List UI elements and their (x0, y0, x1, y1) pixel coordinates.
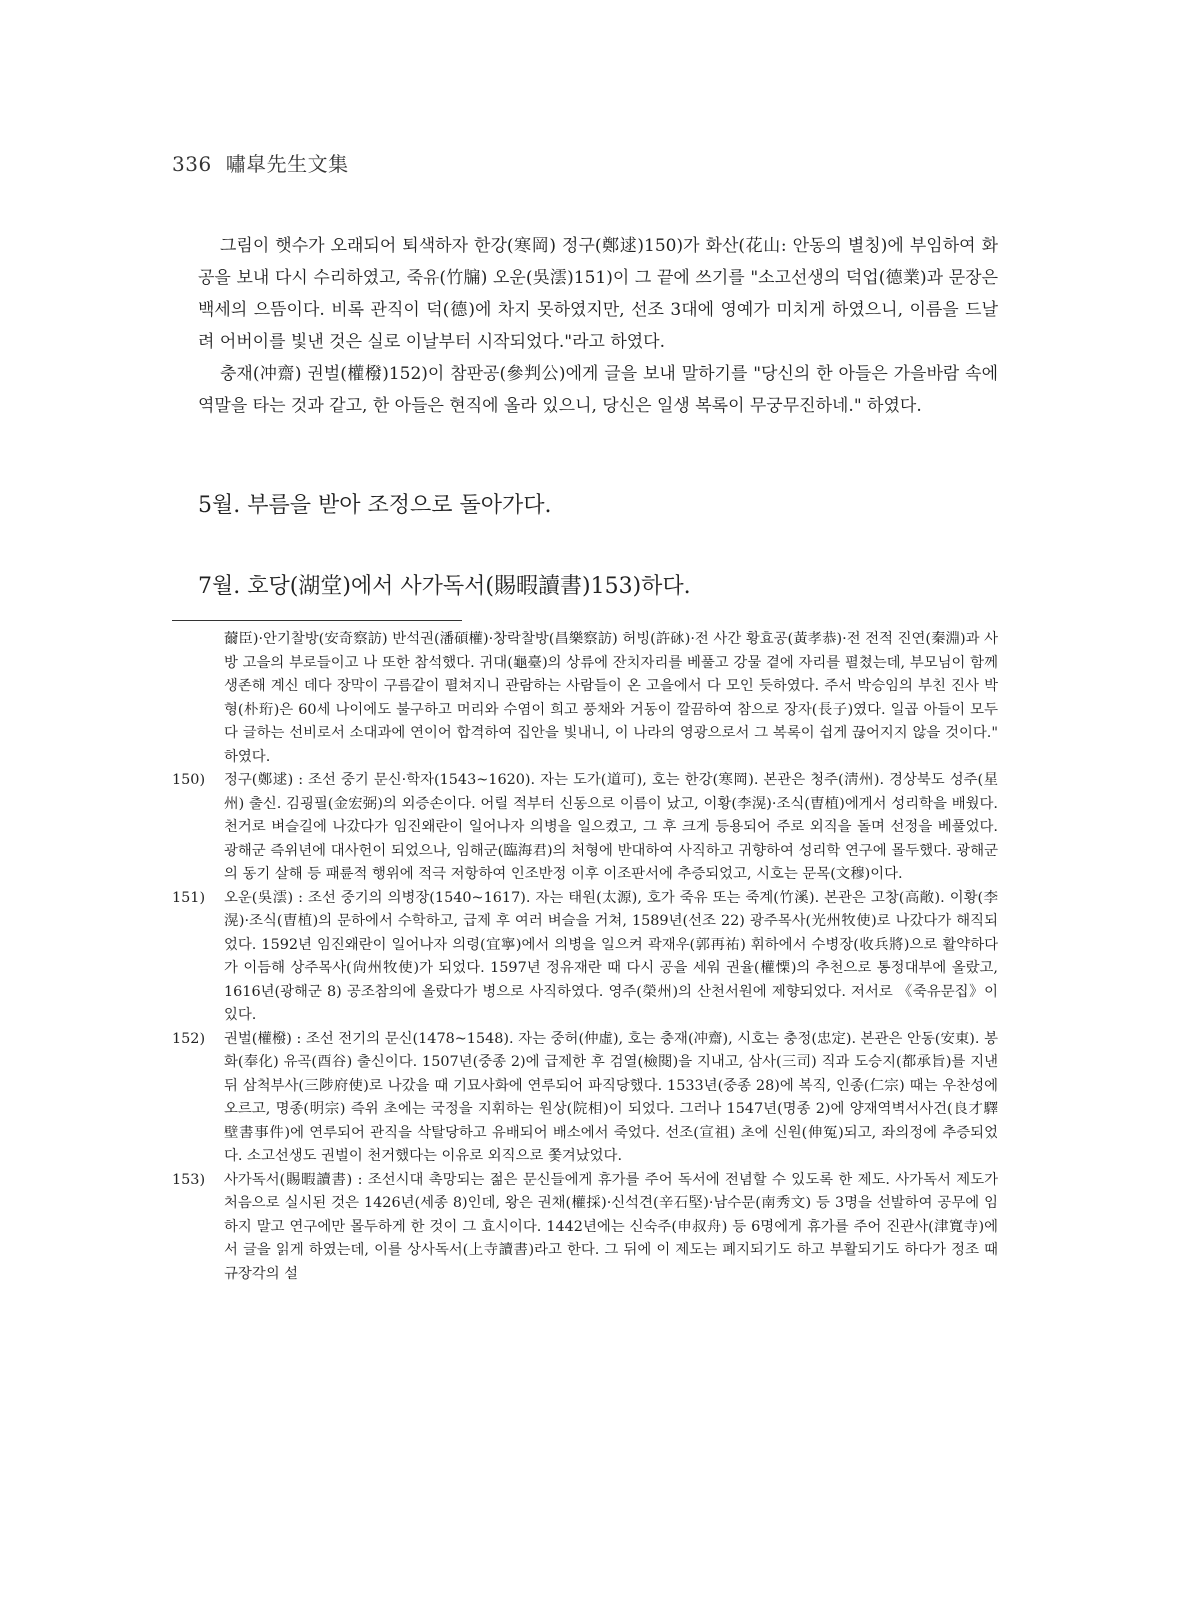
footnote-number: 152) (172, 1030, 206, 1047)
footnote-number: 153) (172, 1171, 206, 1188)
page-number: 336 (172, 152, 212, 176)
footnote-152 (172, 1028, 998, 1169)
footnote-text: 권벌(權橃) : 조선 전기의 문신(1478~1548). 자는 중허(仲虛), 호는 충재(冲齋), 시호는 충정(忠定). 본관은 안동(安東). 봉화(奉化) 유곡(酉谷) 출신이다. 1507년(중종 2)에 급제한 후 검열(檢閱)을 지내고, 삼사(三司) 직과 도승지(都承旨)를 지낸 뒤 삼척부사(三陟府使)로 나갔을 때 기묘사화에 연루되어 파직당했다. 1533년(중종 28)에 복직, 인종(仁宗) 때는 우찬성에 오르고, 명종(明宗) 즉위 초에는 국정을 지휘하는 원상(院相)이 되었다. 그러나 1547년(명종 2)에 양재역벽서사건(良才驛壁書事件)에 연루되어 관직을 삭탈당하고 유배되어 배소에서 죽었다. 선조(宣祖) 초에 신원(伸冤)되고, 좌의정에 추증되었다. 소고선생도 권벌이 천거했다는 이유로 외직으로 쫓겨났었다. (224, 1030, 998, 1164)
footnote-text: 사가독서(賜暇讀書) : 조선시대 촉망되는 젊은 문신들에게 휴가를 주어 독서에 전념할 수 있도록 한 제도. 사가독서 제도가 처음으로 실시된 것은 1426년(세종 8)인데, 왕은 권채(權採)·신석견(辛石堅)·남수문(南秀文) 등 3명을 선발하여 공무에 임하지 말고 연구에만 몰두하게 한 것이 그 효시이다. 1442년에는 신숙주(申叔舟) 등 6명에게 휴가를 주어 진관사(津寬寺)에서 글을 읽게 하였는데, 이를 상사독서(上寺讀書)라고 한다. 그 뒤에 이 제도는 폐지되기도 하고 부활되기도 하다가 정조 때 규장각의 설 (224, 1171, 998, 1282)
main-text (198, 230, 998, 422)
footnotes (172, 628, 998, 1286)
footnote-text: 오운(吳澐) : 조선 중기의 의병장(1540~1617). 자는 태원(太源), 호가 죽유 또는 죽계(竹溪). 본관은 고창(高敞). 이황(李滉)·조식(曺植)의 문하에서 수학하고, 급제 후 여러 벼슬을 거쳐, 1589년(선조 22) 광주목사(光州牧使)로 나갔다가 해직되었다. 1592년 임진왜란이 일어나자 의령(宜寧)에서 의병을 일으켜 곽재우(郭再祐) 휘하에서 수병장(收兵將)으로 활약하다가 이듬해 상주목사(尙州牧使)가 되었다. 1597년 정유재란 때 다시 공을 세워 권율(權慄)의 추천으로 통정대부에 올랐고, 1616년(광해군 8) 공조참의에 올랐다가 병으로 사직하였다. 영주(榮州)의 산천서원에 제향되었다. 저서로 《죽유문집》이 있다. (224, 889, 998, 1023)
footnote-number: 151) (172, 889, 206, 906)
footnote-continuation: 薾臣)·안기찰방(安奇察訪) 반석권(潘碩權)·창락찰방(昌樂察訪) 허빙(許砯)·전 사간 황효공(黃孝恭)·전 전적 진연(秦淵)과 사방 고을의 부로들이고 나 또한 참석했다. 귀대(龜臺)의 상류에 잔치자리를 베풀고 강물 곁에 자리를 펼쳤는데, 부모님이 함께 생존해 계신 데다 장막이 구름같이 펼쳐지니 관람하는 사람들이 온 고을에서 다 모인 듯하였다. 주서 박승임의 부친 진사 박형(朴珩)은 60세 나이에도 불구하고 머리와 수염이 희고 풍채와 거동이 깔끔하여 참으로 장자(長子)였다. 일곱 아들이 모두 다 글하는 선비로서 소대과에 연이어 합격하여 집안을 빛내니, 이 나라의 영광으로서 그 복록이 쉽게 끊어지지 않을 것이다." 하였다. (224, 631, 998, 765)
running-head (172, 148, 363, 177)
footnote-divider (172, 620, 462, 621)
section-heading-may: 5월. 부름을 받아 조정으로 돌아가다. (198, 493, 552, 518)
footnote-150 (172, 769, 998, 887)
book-title: 嘯皐先生文集 (225, 152, 349, 176)
footnote-151 (172, 887, 998, 1028)
section-heading-july: 7월. 호당(湖堂)에서 사가독서(賜暇讀書)153)하다. (198, 574, 691, 599)
footnote-number: 150) (172, 772, 206, 788)
paragraph: 그림이 햇수가 오래되어 퇴색하자 한강(寒岡) 정구(鄭逑)150)가 화산(花山: 안동의 별칭)에 부임하여 화공을 보내 다시 수리하였고, 죽유(竹牖) 오운(吳澐)151)이 그 끝에 쓰기를 "소고선생의 덕업(德業)과 문장은 백세의 으뜸이다. 비록 관직이 덕(德)에 차지 못하였지만, 선조 3대에 영예가 미치게 하였으니, 이름을 드날려 어버이를 빛낸 것은 실로 이날부터 시작되었다."라고 하였다. (198, 236, 998, 352)
paragraph: 충재(冲齋) 권벌(權橃)152)이 참판공(參判公)에게 글을 보내 말하기를 "당신의 한 아들은 가을바람 속에 역말을 타는 것과 같고, 한 아들은 현직에 올라 있으니, 당신은 일생 복록이 무궁무진하네." 하였다. (198, 364, 998, 416)
footnote-text: 정구(鄭逑) : 조선 중기 문신·학자(1543~1620). 자는 도가(道可), 호는 한강(寒岡). 본관은 청주(淸州). 경상북도 성주(星州) 출신. 김굉필(金宏弼)의 외증손이다. 어릴 적부터 신동으로 이름이 났고, 이황(李滉)·조식(曺植)에게서 성리학을 배웠다. 천거로 벼슬길에 나갔다가 임진왜란이 일어나자 의병을 일으켰고, 그 후 크게 등용되어 주로 외직을 돌며 선정을 베풀었다. 광해군 즉위년에 대사헌이 되었으나, 임해군(臨海君)의 처형에 반대하여 사직하고 귀향하여 성리학 연구에 몰두했다. 광해군의 동기 살해 등 패륜적 행위에 적극 저항하여 인조반정 이후 이조판서에 추증되었고, 시호는 문목(文穆)이다. (224, 772, 998, 882)
footnote-153 (172, 1169, 998, 1287)
